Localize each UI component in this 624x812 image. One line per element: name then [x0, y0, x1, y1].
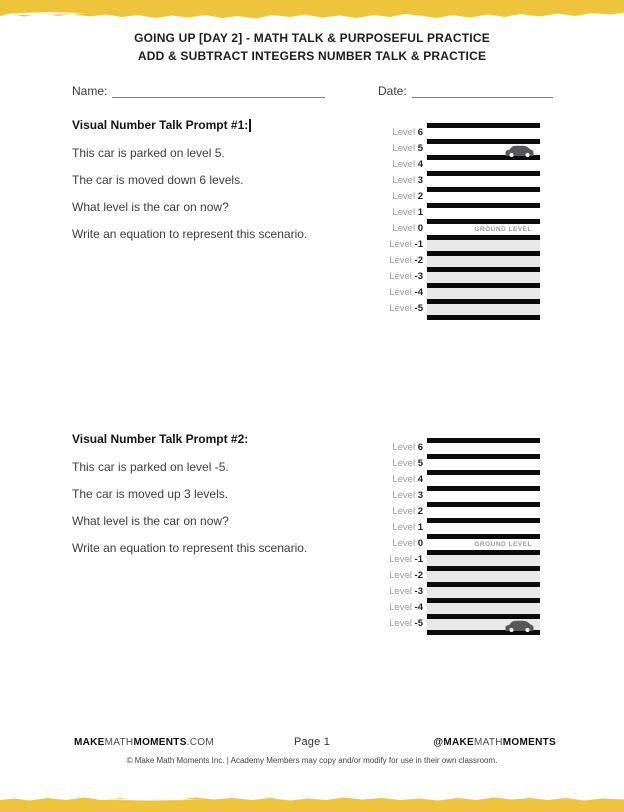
prompt-1-line-2: The car is moved down 6 levels. — [72, 173, 244, 187]
level-track — [427, 614, 540, 630]
prompt-1-line-1: This car is parked on level 5. — [72, 146, 225, 160]
level-label: Level 6 — [392, 442, 423, 453]
level-label: Level 4 — [392, 159, 423, 170]
name-blank-line — [112, 84, 325, 98]
level-space — [427, 619, 540, 630]
level-space — [427, 304, 540, 315]
level-label: Level -5 — [389, 618, 423, 629]
level-track — [427, 502, 540, 518]
date-blank-line — [412, 84, 553, 98]
level-track — [427, 299, 540, 315]
level-label-column — [377, 235, 427, 251]
level-space — [427, 256, 540, 267]
level-space — [427, 272, 540, 283]
level-space — [427, 523, 540, 534]
garage-level-row — [377, 219, 540, 235]
level-label-column — [377, 187, 427, 203]
level-label-column — [377, 614, 427, 630]
social-handle — [433, 737, 556, 748]
level-space — [427, 224, 540, 235]
prompt-1-heading-text: Visual Number Talk Prompt #1: — [72, 118, 249, 132]
level-space — [427, 587, 540, 598]
level-track — [427, 534, 540, 550]
level-space — [427, 160, 540, 171]
top-brush-band — [0, 0, 624, 24]
handle-at: @ — [433, 737, 444, 748]
bottom-brush-band — [0, 792, 624, 812]
prompt-2-line-1: This car is parked on level -5. — [72, 460, 229, 474]
level-label-column — [377, 598, 427, 614]
level-space — [427, 192, 540, 203]
level-label-column — [377, 566, 427, 582]
level-label: Level 0 — [392, 538, 423, 549]
garage-level-row — [377, 438, 540, 454]
handle-moments: MOMENTS — [502, 737, 556, 748]
garage-level-row — [377, 550, 540, 566]
level-space — [427, 491, 540, 502]
level-label-column — [377, 171, 427, 187]
parking-garage-diagram-2 — [377, 438, 540, 635]
name-field-group — [72, 84, 325, 99]
level-track — [427, 550, 540, 566]
level-label: Level -3 — [389, 586, 423, 597]
level-space — [427, 443, 540, 454]
garage-level-row — [377, 518, 540, 534]
level-space — [427, 288, 540, 299]
brand-math: MATH — [104, 737, 134, 748]
level-track — [427, 486, 540, 502]
level-label: Level 2 — [392, 506, 423, 517]
garage-level-row — [377, 598, 540, 614]
level-space — [427, 144, 540, 155]
level-label-column — [377, 550, 427, 566]
level-track — [427, 598, 540, 614]
garage-level-row — [377, 283, 540, 299]
garage-level-row — [377, 251, 540, 267]
garage-level-row — [377, 267, 540, 283]
garage-level-row — [377, 566, 540, 582]
level-label: Level 2 — [392, 191, 423, 202]
garage-level-row — [377, 299, 540, 315]
website-brand — [74, 737, 214, 748]
ground-level-label: GROUND LEVEL — [474, 226, 532, 233]
brand-make: MAKE — [74, 737, 105, 748]
brush-stroke-shape — [0, 798, 624, 812]
level-label: Level -3 — [389, 271, 423, 282]
copyright-notice: © Make Math Moments Inc. | Academy Members may copy and/or modify for use in their own classroom. — [126, 756, 498, 765]
garage-level-row — [377, 171, 540, 187]
garage-level-row — [377, 486, 540, 502]
page-subtitle: ADD & SUBTRACT INTEGERS NUMBER TALK & PRACTICE — [137, 49, 487, 63]
level-space — [427, 208, 540, 219]
level-track — [427, 267, 540, 283]
level-track — [427, 566, 540, 582]
level-track — [427, 251, 540, 267]
prompt-2-section — [72, 432, 372, 569]
car-icon — [504, 620, 535, 632]
footer — [0, 736, 624, 750]
garage-level-row — [377, 582, 540, 598]
garage-level-row — [377, 123, 540, 139]
level-space — [427, 128, 540, 139]
prompt-2-line-3: What level is the car on now? — [72, 514, 229, 528]
level-track — [427, 123, 540, 139]
level-label: Level 5 — [392, 458, 423, 469]
garage-level-row — [377, 235, 540, 251]
level-label-column — [377, 438, 427, 454]
level-track — [427, 470, 540, 486]
level-label-column — [377, 534, 427, 550]
level-space — [427, 555, 540, 566]
level-space — [427, 459, 540, 470]
level-space — [427, 539, 540, 550]
level-space — [427, 176, 540, 187]
level-label: Level -4 — [389, 287, 423, 298]
level-label: Level 5 — [392, 143, 423, 154]
level-track — [427, 582, 540, 598]
level-label-column — [377, 582, 427, 598]
level-label-column — [377, 267, 427, 283]
level-track — [427, 454, 540, 470]
prompt-2-line-4: Write an equation to represent this scenario. — [72, 541, 308, 555]
level-label-column — [377, 251, 427, 267]
car-icon — [504, 145, 535, 157]
level-label: Level 3 — [392, 175, 423, 186]
page-number: Page 1 — [293, 736, 331, 748]
level-label-column — [377, 470, 427, 486]
name-date-spacer — [325, 84, 378, 99]
level-label: Level -1 — [389, 239, 423, 250]
level-track — [427, 283, 540, 299]
handle-math: MATH — [473, 737, 503, 748]
level-track — [427, 219, 540, 235]
level-track — [427, 438, 540, 454]
level-label: Level 1 — [392, 207, 423, 218]
level-space — [427, 603, 540, 614]
prompt-1-section — [72, 118, 372, 255]
level-label: Level -2 — [389, 570, 423, 581]
level-label: Level -5 — [389, 303, 423, 314]
prompt-1-line-3: What level is the car on now? — [72, 200, 229, 214]
level-label: Level -4 — [389, 602, 423, 613]
level-label: Level 1 — [392, 522, 423, 533]
level-label: Level 3 — [392, 490, 423, 501]
level-track — [427, 518, 540, 534]
garage-level-row — [377, 534, 540, 550]
text-cursor — [249, 119, 251, 132]
level-label: Level 0 — [392, 223, 423, 234]
prompt-1-line-4: Write an equation to represent this scenario. — [72, 227, 308, 241]
parking-garage-diagram-1 — [377, 123, 540, 320]
level-space — [427, 507, 540, 518]
level-label: Level -1 — [389, 554, 423, 565]
level-label: Level -2 — [389, 255, 423, 266]
garage-level-row — [377, 470, 540, 486]
prompt-1-heading — [72, 118, 372, 132]
garage-level-row — [377, 155, 540, 171]
floor-bar — [427, 315, 540, 320]
brand-com: .COM — [186, 737, 214, 748]
level-label-column — [377, 203, 427, 219]
level-label-column — [377, 486, 427, 502]
level-label-column — [377, 502, 427, 518]
name-label: Name: — [72, 84, 108, 98]
page-title: GOING UP [DAY 2] - MATH TALK & PURPOSEFUL PRACTICE — [134, 31, 490, 45]
level-label-column — [377, 155, 427, 171]
level-track — [427, 203, 540, 219]
garage-level-row — [377, 203, 540, 219]
date-field-group — [378, 84, 553, 99]
level-label-column — [377, 123, 427, 139]
level-label-column — [377, 139, 427, 155]
level-space — [427, 475, 540, 486]
brand-moments: MOMENTS — [133, 737, 187, 748]
garage-level-row — [377, 502, 540, 518]
garage-level-row — [377, 454, 540, 470]
level-track — [427, 155, 540, 171]
level-track — [427, 139, 540, 155]
level-label-column — [377, 219, 427, 235]
level-space — [427, 240, 540, 251]
prompt-2-heading — [72, 432, 372, 446]
level-label-column — [377, 518, 427, 534]
brush-stroke-shape — [0, 0, 624, 19]
handle-make: MAKE — [443, 737, 474, 748]
garage-level-row — [377, 614, 540, 630]
level-track — [427, 171, 540, 187]
garage-level-row — [377, 187, 540, 203]
level-label-column — [377, 299, 427, 315]
level-space — [427, 571, 540, 582]
worksheet-header — [0, 29, 624, 65]
prompt-2-line-2: The car is moved up 3 levels. — [72, 487, 229, 501]
level-track — [427, 187, 540, 203]
level-label: Level 6 — [392, 127, 423, 138]
name-date-row — [72, 84, 553, 99]
level-track — [427, 235, 540, 251]
prompt-2-heading-text: Visual Number Talk Prompt #2: — [72, 432, 249, 446]
ground-level-label: GROUND LEVEL — [474, 541, 532, 548]
level-label-column — [377, 454, 427, 470]
level-label-column — [377, 283, 427, 299]
date-label: Date: — [378, 84, 407, 98]
level-label: Level 4 — [392, 474, 423, 485]
garage-level-row — [377, 139, 540, 155]
